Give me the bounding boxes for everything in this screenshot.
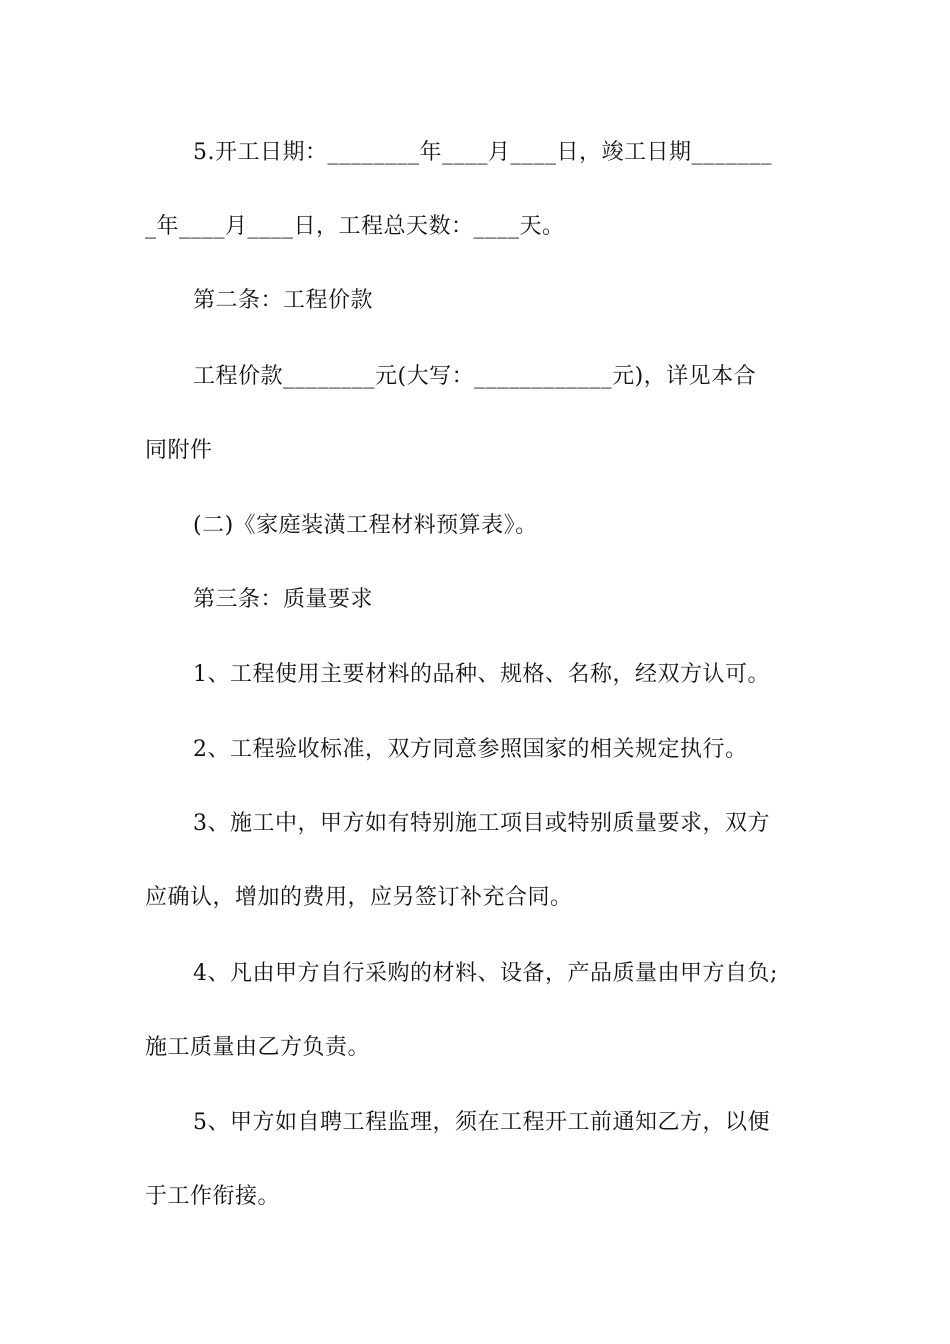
clause-start-date-line-1: 5.开工日期：________年____月____日，竣工日期_______ [193, 140, 772, 165]
clause-start-date-line-2: _年____月____日，工程总天数：____天。 [145, 214, 565, 239]
article-2-heading: 第二条：工程价款 [193, 288, 374, 313]
quality-item-1: 1、工程使用主要材料的品种、规格、名称，经双方认可。 [193, 662, 770, 687]
quality-item-4-line-2: 施工质量由乙方负责。 [145, 1035, 371, 1060]
quality-item-3-line-1: 3、施工中，甲方如有特别施工项目或特别质量要求，双方 [193, 811, 770, 836]
article-3-heading: 第三条：质量要求 [193, 587, 374, 612]
quality-item-2: 2、工程验收标准，双方同意参照国家的相关规定执行。 [193, 737, 748, 762]
price-clause-line-1: 工程价款________元(大写：____________元)，详见本合 [193, 364, 757, 389]
budget-table-reference: (二)《家庭装潢工程材料预算表》。 [193, 513, 538, 538]
quality-item-3-line-2: 应确认，增加的费用，应另签订补充合同。 [145, 885, 573, 910]
quality-item-4-line-1: 4、凡由甲方自行采购的材料、设备，产品质量由甲方自负; [193, 961, 778, 986]
quality-item-5-line-2: 于工作衔接。 [145, 1184, 281, 1209]
price-clause-line-2: 同附件 [145, 438, 213, 463]
quality-item-5-line-1: 5、甲方如自聘工程监理，须在工程开工前通知乙方，以便 [193, 1110, 770, 1135]
